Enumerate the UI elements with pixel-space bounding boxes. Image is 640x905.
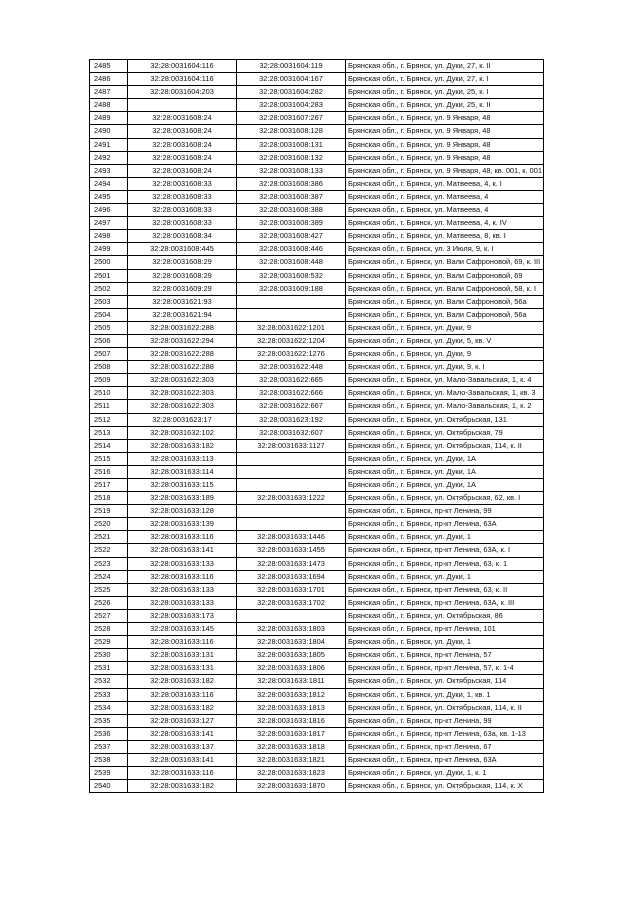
table-row	[90, 177, 544, 190]
address-cell: Брянская обл., г. Брянск, пр-кт Ленина, 57, к. 1-4	[346, 662, 544, 675]
table-row	[90, 151, 544, 164]
row-number-cell: 2533	[90, 688, 128, 701]
address-cell: Брянская обл., г. Брянск, ул. Вали Сафроновой, 56а	[346, 308, 544, 321]
address-cell: Брянская обл., г. Брянск, ул. Дуки, 27, к. I	[346, 73, 544, 86]
address-cell: Брянская обл., г. Брянск, ул. Вали Сафроновой, 56а	[346, 295, 544, 308]
parcel-number-cell: 32:28:0031604:203	[128, 86, 237, 99]
table-row	[90, 649, 544, 662]
table-row	[90, 688, 544, 701]
address-cell: Брянская обл., г. Брянск, ул. Вали Сафроновой, 69	[346, 269, 544, 282]
object-number-cell: 32:28:0031633:1473	[237, 557, 346, 570]
row-number-cell: 2534	[90, 701, 128, 714]
object-number-cell: 32:28:0031633:1811	[237, 675, 346, 688]
table-row	[90, 243, 544, 256]
row-number-cell: 2524	[90, 570, 128, 583]
parcel-number-cell: 32:28:0031633:173	[128, 609, 237, 622]
parcel-number-cell: 32:28:0031633:139	[128, 518, 237, 531]
row-number-cell: 2517	[90, 479, 128, 492]
address-cell: Брянская обл., г. Брянск, ул. Октябрьская, 86	[346, 609, 544, 622]
row-number-cell: 2539	[90, 767, 128, 780]
row-number-cell: 2504	[90, 308, 128, 321]
parcel-number-cell: 32:28:0031608:24	[128, 151, 237, 164]
address-cell: Брянская обл., г. Брянск, пр-кт Ленина, 101	[346, 623, 544, 636]
address-cell: Брянская обл., г. Брянск, ул. 3 Июля, 9, к. I	[346, 243, 544, 256]
object-number-cell: 32:28:0031608:427	[237, 230, 346, 243]
table-row	[90, 308, 544, 321]
row-number-cell: 2506	[90, 334, 128, 347]
parcel-number-cell: 32:28:0031608:29	[128, 256, 237, 269]
object-number-cell: 32:28:0031623:192	[237, 413, 346, 426]
row-number-cell: 2487	[90, 86, 128, 99]
address-cell: Брянская обл., г. Брянск, ул. 9 Января, 48	[346, 151, 544, 164]
address-cell: Брянская обл., г. Брянск, ул. Вали Сафроновой, 58, к. I	[346, 282, 544, 295]
parcel-number-cell: 32:28:0031633:128	[128, 505, 237, 518]
parcel-number-cell: 32:28:0031608:34	[128, 230, 237, 243]
row-number-cell: 2519	[90, 505, 128, 518]
table-row	[90, 361, 544, 374]
row-number-cell: 2490	[90, 125, 128, 138]
object-number-cell	[237, 505, 346, 518]
table-row	[90, 583, 544, 596]
row-number-cell: 2515	[90, 452, 128, 465]
parcel-number-cell: 32:28:0031633:133	[128, 596, 237, 609]
parcel-number-cell: 32:28:0031608:24	[128, 138, 237, 151]
table-row	[90, 164, 544, 177]
parcel-number-cell: 32:28:0031633:116	[128, 767, 237, 780]
parcel-number-cell: 32:28:0031604:116	[128, 73, 237, 86]
parcel-number-cell: 32:28:0031621:94	[128, 308, 237, 321]
object-number-cell: 32:28:0031604:283	[237, 99, 346, 112]
row-number-cell: 2536	[90, 727, 128, 740]
parcel-number-cell: 32:28:0031633:113	[128, 452, 237, 465]
parcel-number-cell: 32:28:0031622:288	[128, 361, 237, 374]
parcel-number-cell: 32:28:0031633:131	[128, 662, 237, 675]
parcel-number-cell: 32:28:0031633:189	[128, 492, 237, 505]
table-row	[90, 675, 544, 688]
parcel-number-cell: 32:28:0031633:141	[128, 727, 237, 740]
table-row	[90, 374, 544, 387]
row-number-cell: 2497	[90, 217, 128, 230]
row-number-cell: 2518	[90, 492, 128, 505]
parcel-number-cell	[128, 99, 237, 112]
address-cell: Брянская обл., г. Брянск, ул. Дуки, 1	[346, 531, 544, 544]
table-row	[90, 60, 544, 73]
table-row	[90, 86, 544, 99]
address-cell: Брянская обл., г. Брянск, ул. 9 Января, 48, кв. 001, к. 001	[346, 164, 544, 177]
object-number-cell: 32:28:0031608:386	[237, 177, 346, 190]
row-number-cell: 2508	[90, 361, 128, 374]
object-number-cell: 32:28:0031633:1702	[237, 596, 346, 609]
row-number-cell: 2510	[90, 387, 128, 400]
address-cell: Брянская обл., г. Брянск, ул. 9 Января, 48	[346, 125, 544, 138]
table-row	[90, 413, 544, 426]
object-number-cell: 32:28:0031608:387	[237, 190, 346, 203]
parcel-number-cell: 32:28:0031633:182	[128, 439, 237, 452]
address-cell: Брянская обл., г. Брянск, ул. Октябрьская, 131	[346, 413, 544, 426]
row-number-cell: 2509	[90, 374, 128, 387]
object-number-cell: 32:28:0031633:1823	[237, 767, 346, 780]
parcel-number-cell: 32:28:0031632:102	[128, 426, 237, 439]
parcel-number-cell: 32:28:0031609:29	[128, 282, 237, 295]
table-row	[90, 269, 544, 282]
row-number-cell: 2512	[90, 413, 128, 426]
table-row	[90, 505, 544, 518]
table-row	[90, 282, 544, 295]
parcel-number-cell: 32:28:0031608:24	[128, 125, 237, 138]
table-row	[90, 544, 544, 557]
address-cell: Брянская обл., г. Брянск, ул. Матвеева, 4	[346, 204, 544, 217]
object-number-cell: 32:28:0031608:388	[237, 204, 346, 217]
table-row	[90, 217, 544, 230]
address-cell: Брянская обл., г. Брянск, пр-кт Ленина, 63А, к. III	[346, 596, 544, 609]
parcel-number-cell: 32:28:0031633:182	[128, 780, 237, 793]
table-row	[90, 452, 544, 465]
document-table	[89, 59, 544, 793]
parcel-number-cell: 32:28:0031608:24	[128, 164, 237, 177]
object-number-cell: 32:28:0031633:1127	[237, 439, 346, 452]
table-row	[90, 387, 544, 400]
parcel-number-cell: 32:28:0031633:182	[128, 701, 237, 714]
parcel-number-cell: 32:28:0031633:114	[128, 465, 237, 478]
address-cell: Брянская обл., г. Брянск, пр-кт Ленина, 57	[346, 649, 544, 662]
table-row	[90, 609, 544, 622]
row-number-cell: 2488	[90, 99, 128, 112]
object-number-cell: 32:28:0031622:665	[237, 374, 346, 387]
object-number-cell: 32:28:0031633:1222	[237, 492, 346, 505]
table-row	[90, 73, 544, 86]
table-row	[90, 557, 544, 570]
table-row	[90, 636, 544, 649]
table-row	[90, 531, 544, 544]
object-number-cell: 32:28:0031604:167	[237, 73, 346, 86]
object-number-cell: 32:28:0031622:667	[237, 400, 346, 413]
parcel-number-cell: 32:28:0031622:288	[128, 321, 237, 334]
address-cell: Брянская обл., г. Брянск, ул. 9 Января, 48	[346, 112, 544, 125]
table-row	[90, 492, 544, 505]
object-number-cell	[237, 295, 346, 308]
table-row	[90, 727, 544, 740]
row-number-cell: 2530	[90, 649, 128, 662]
object-number-cell	[237, 479, 346, 492]
table-row	[90, 321, 544, 334]
parcel-number-cell: 32:28:0031633:145	[128, 623, 237, 636]
object-number-cell: 32:28:0031608:448	[237, 256, 346, 269]
object-number-cell	[237, 465, 346, 478]
object-number-cell: 32:28:0031608:131	[237, 138, 346, 151]
object-number-cell: 32:28:0031633:1805	[237, 649, 346, 662]
address-cell: Брянская обл., г. Брянск, пр-кт Ленина, 63, к. II	[346, 583, 544, 596]
object-number-cell: 32:28:0031633:1817	[237, 727, 346, 740]
object-number-cell: 32:28:0031633:1818	[237, 740, 346, 753]
table-row	[90, 570, 544, 583]
object-number-cell: 32:28:0031608:446	[237, 243, 346, 256]
row-number-cell: 2501	[90, 269, 128, 282]
table-row	[90, 662, 544, 675]
object-number-cell: 32:28:0031608:133	[237, 164, 346, 177]
row-number-cell: 2527	[90, 609, 128, 622]
address-cell: Брянская обл., г. Брянск, пр-кт Ленина, 63А	[346, 518, 544, 531]
address-cell: Брянская обл., г. Брянск, ул. Матвеева, 4	[346, 190, 544, 203]
table-row	[90, 400, 544, 413]
table-row	[90, 334, 544, 347]
address-cell: Брянская обл., г. Брянск, ул. Октябрьская, 114, к. X	[346, 780, 544, 793]
parcel-number-cell: 32:28:0031622:303	[128, 387, 237, 400]
object-number-cell: 32:28:0031608:128	[237, 125, 346, 138]
address-cell: Брянская обл., г. Брянск, пр-кт Ленина, 67	[346, 740, 544, 753]
table-body	[90, 60, 544, 793]
parcel-number-cell: 32:28:0031608:29	[128, 269, 237, 282]
table-row	[90, 623, 544, 636]
row-number-cell: 2492	[90, 151, 128, 164]
address-cell: Брянская обл., г. Брянск, ул. Дуки, 27, к. II	[346, 60, 544, 73]
table-row	[90, 125, 544, 138]
table-row	[90, 204, 544, 217]
object-number-cell: 32:28:0031604:282	[237, 86, 346, 99]
row-number-cell: 2511	[90, 400, 128, 413]
address-cell: Брянская обл., г. Брянск, ул. Мало-Завальская, 1, к. 2	[346, 400, 544, 413]
parcel-number-cell: 32:28:0031604:116	[128, 60, 237, 73]
address-cell: Брянская обл., г. Брянск, ул. Матвеева, 8, кв. I	[346, 230, 544, 243]
object-number-cell: 32:28:0031633:1813	[237, 701, 346, 714]
table-row	[90, 138, 544, 151]
table-row	[90, 112, 544, 125]
address-cell: Брянская обл., г. Брянск, ул. Дуки, 9, к. I	[346, 361, 544, 374]
row-number-cell: 2528	[90, 623, 128, 636]
object-number-cell: 32:28:0031608:132	[237, 151, 346, 164]
table-row	[90, 256, 544, 269]
parcel-number-cell: 32:28:0031608:445	[128, 243, 237, 256]
object-number-cell: 32:28:0031608:389	[237, 217, 346, 230]
address-cell: Брянская обл., г. Брянск, пр-кт Ленина, 99	[346, 714, 544, 727]
row-number-cell: 2494	[90, 177, 128, 190]
table-row	[90, 426, 544, 439]
row-number-cell: 2540	[90, 780, 128, 793]
parcel-number-cell: 32:28:0031623:17	[128, 413, 237, 426]
address-cell: Брянская обл., г. Брянск, ул. Дуки, 9	[346, 348, 544, 361]
table-row	[90, 518, 544, 531]
address-cell: Брянская обл., г. Брянск, ул. Дуки, 1	[346, 636, 544, 649]
table-row	[90, 753, 544, 766]
row-number-cell: 2500	[90, 256, 128, 269]
row-number-cell: 2537	[90, 740, 128, 753]
row-number-cell: 2507	[90, 348, 128, 361]
parcel-number-cell: 32:28:0031633:115	[128, 479, 237, 492]
row-number-cell: 2531	[90, 662, 128, 675]
object-number-cell	[237, 308, 346, 321]
row-number-cell: 2523	[90, 557, 128, 570]
object-number-cell: 32:28:0031633:1812	[237, 688, 346, 701]
parcel-number-cell: 32:28:0031621:93	[128, 295, 237, 308]
address-cell: Брянская обл., г. Брянск, пр-кт Ленина, 63А, к. I	[346, 544, 544, 557]
address-cell: Брянская обл., г. Брянск, ул. Дуки, 25, к. II	[346, 99, 544, 112]
address-cell: Брянская обл., г. Брянск, ул. Матвеева, 4, к. IV	[346, 217, 544, 230]
parcel-number-cell: 32:28:0031622:288	[128, 348, 237, 361]
row-number-cell: 2522	[90, 544, 128, 557]
parcel-number-cell: 32:28:0031633:141	[128, 753, 237, 766]
parcel-number-cell: 32:28:0031622:303	[128, 374, 237, 387]
row-number-cell: 2502	[90, 282, 128, 295]
table-row	[90, 190, 544, 203]
address-cell: Брянская обл., г. Брянск, ул. Дуки, 1, кв. 1	[346, 688, 544, 701]
row-number-cell: 2486	[90, 73, 128, 86]
parcel-number-cell: 32:28:0031608:33	[128, 204, 237, 217]
parcel-number-cell: 32:28:0031633:127	[128, 714, 237, 727]
table-row	[90, 99, 544, 112]
row-number-cell: 2513	[90, 426, 128, 439]
address-cell: Брянская обл., г. Брянск, ул. Вали Сафроновой, 69, к. III	[346, 256, 544, 269]
table-row	[90, 701, 544, 714]
parcel-number-cell: 32:28:0031622:303	[128, 400, 237, 413]
parcel-number-cell: 32:28:0031633:133	[128, 557, 237, 570]
address-cell: Брянская обл., г. Брянск, ул. Мало-Завальская, 1, кв. 3	[346, 387, 544, 400]
object-number-cell: 32:28:0031622:1201	[237, 321, 346, 334]
parcel-number-cell: 32:28:0031633:131	[128, 649, 237, 662]
object-number-cell: 32:28:0031633:1694	[237, 570, 346, 583]
table-row	[90, 714, 544, 727]
row-number-cell: 2526	[90, 596, 128, 609]
object-number-cell: 32:28:0031633:1701	[237, 583, 346, 596]
object-number-cell: 32:28:0031622:1204	[237, 334, 346, 347]
table-row	[90, 740, 544, 753]
row-number-cell: 2498	[90, 230, 128, 243]
parcel-number-cell: 32:28:0031633:141	[128, 544, 237, 557]
object-number-cell: 32:28:0031632:607	[237, 426, 346, 439]
address-cell: Брянская обл., г. Брянск, ул. Матвеева, 4, к. I	[346, 177, 544, 190]
object-number-cell: 32:28:0031633:1804	[237, 636, 346, 649]
parcel-number-cell: 32:28:0031633:133	[128, 583, 237, 596]
row-number-cell: 2525	[90, 583, 128, 596]
parcel-number-cell: 32:28:0031633:116	[128, 688, 237, 701]
object-number-cell: 32:28:0031622:448	[237, 361, 346, 374]
row-number-cell: 2496	[90, 204, 128, 217]
object-number-cell: 32:28:0031607:267	[237, 112, 346, 125]
parcel-number-cell: 32:28:0031608:33	[128, 217, 237, 230]
object-number-cell	[237, 452, 346, 465]
address-cell: Брянская обл., г. Брянск, ул. Октябрьская, 79	[346, 426, 544, 439]
address-cell: Брянская обл., г. Брянск, ул. Мало-Завальская, 1, к. 4	[346, 374, 544, 387]
address-cell: Брянская обл., г. Брянск, ул. Октябрьская, 114	[346, 675, 544, 688]
address-cell: Брянская обл., г. Брянск, ул. Дуки, 5, кв. V	[346, 334, 544, 347]
object-number-cell: 32:28:0031633:1803	[237, 623, 346, 636]
row-number-cell: 2503	[90, 295, 128, 308]
row-number-cell: 2491	[90, 138, 128, 151]
object-number-cell: 32:28:0031604:119	[237, 60, 346, 73]
row-number-cell: 2535	[90, 714, 128, 727]
parcel-number-cell: 32:28:0031622:294	[128, 334, 237, 347]
object-number-cell	[237, 518, 346, 531]
object-number-cell: 32:28:0031633:1446	[237, 531, 346, 544]
row-number-cell: 2514	[90, 439, 128, 452]
row-number-cell: 2485	[90, 60, 128, 73]
address-cell: Брянская обл., г. Брянск, пр-кт Ленина, 99	[346, 505, 544, 518]
address-cell: Брянская обл., г. Брянск, ул. Октябрьская, 114, к. II	[346, 701, 544, 714]
parcel-number-cell: 32:28:0031633:116	[128, 570, 237, 583]
table-row	[90, 348, 544, 361]
table-row	[90, 780, 544, 793]
row-number-cell: 2495	[90, 190, 128, 203]
address-cell: Брянская обл., г. Брянск, ул. Дуки, 1, к. 1	[346, 767, 544, 780]
table-row	[90, 465, 544, 478]
address-cell: Брянская обл., г. Брянск, пр-кт Ленина, 63, к. 1	[346, 557, 544, 570]
table-row	[90, 295, 544, 308]
parcel-number-cell: 32:28:0031608:33	[128, 190, 237, 203]
address-cell: Брянская обл., г. Брянск, ул. Дуки, 1	[346, 570, 544, 583]
address-cell: Брянская обл., г. Брянск, ул. Дуки, 1А	[346, 465, 544, 478]
row-number-cell: 2505	[90, 321, 128, 334]
table-row	[90, 767, 544, 780]
parcel-number-cell: 32:28:0031608:33	[128, 177, 237, 190]
address-cell: Брянская обл., г. Брянск, ул. 9 Января, 48	[346, 138, 544, 151]
table-row	[90, 596, 544, 609]
row-number-cell: 2529	[90, 636, 128, 649]
table-row	[90, 230, 544, 243]
object-number-cell: 32:28:0031633:1455	[237, 544, 346, 557]
row-number-cell: 2538	[90, 753, 128, 766]
row-number-cell: 2520	[90, 518, 128, 531]
row-number-cell: 2493	[90, 164, 128, 177]
address-cell: Брянская обл., г. Брянск, ул. Дуки, 1А	[346, 479, 544, 492]
address-cell: Брянская обл., г. Брянск, пр-кт Ленина, 63А	[346, 753, 544, 766]
object-number-cell: 32:28:0031633:1816	[237, 714, 346, 727]
address-cell: Брянская обл., г. Брянск, ул. Дуки, 1А	[346, 452, 544, 465]
address-cell: Брянская обл., г. Брянск, пр-кт Ленина, 63а, кв. 1-13	[346, 727, 544, 740]
address-cell: Брянская обл., г. Брянск, ул. Дуки, 25, к. I	[346, 86, 544, 99]
object-number-cell: 32:28:0031622:1276	[237, 348, 346, 361]
address-cell: Брянская обл., г. Брянск, ул. Октябрьская, 114, к. II	[346, 439, 544, 452]
object-number-cell: 32:28:0031622:666	[237, 387, 346, 400]
row-number-cell: 2521	[90, 531, 128, 544]
row-number-cell: 2516	[90, 465, 128, 478]
object-number-cell: 32:28:0031633:1806	[237, 662, 346, 675]
table-row	[90, 439, 544, 452]
parcel-number-cell: 32:28:0031633:182	[128, 675, 237, 688]
object-number-cell: 32:28:0031608:532	[237, 269, 346, 282]
object-number-cell: 32:28:0031633:1870	[237, 780, 346, 793]
object-number-cell: 32:28:0031633:1821	[237, 753, 346, 766]
object-number-cell	[237, 609, 346, 622]
parcel-number-cell: 32:28:0031633:116	[128, 636, 237, 649]
row-number-cell: 2489	[90, 112, 128, 125]
parcel-number-cell: 32:28:0031633:137	[128, 740, 237, 753]
address-cell: Брянская обл., г. Брянск, ул. Дуки, 9	[346, 321, 544, 334]
object-number-cell: 32:28:0031609:188	[237, 282, 346, 295]
address-cell: Брянская обл., г. Брянск, ул. Октябрьская, 62, кв. I	[346, 492, 544, 505]
table-row	[90, 479, 544, 492]
parcel-number-cell: 32:28:0031633:116	[128, 531, 237, 544]
row-number-cell: 2532	[90, 675, 128, 688]
parcel-number-cell: 32:28:0031608:24	[128, 112, 237, 125]
row-number-cell: 2499	[90, 243, 128, 256]
